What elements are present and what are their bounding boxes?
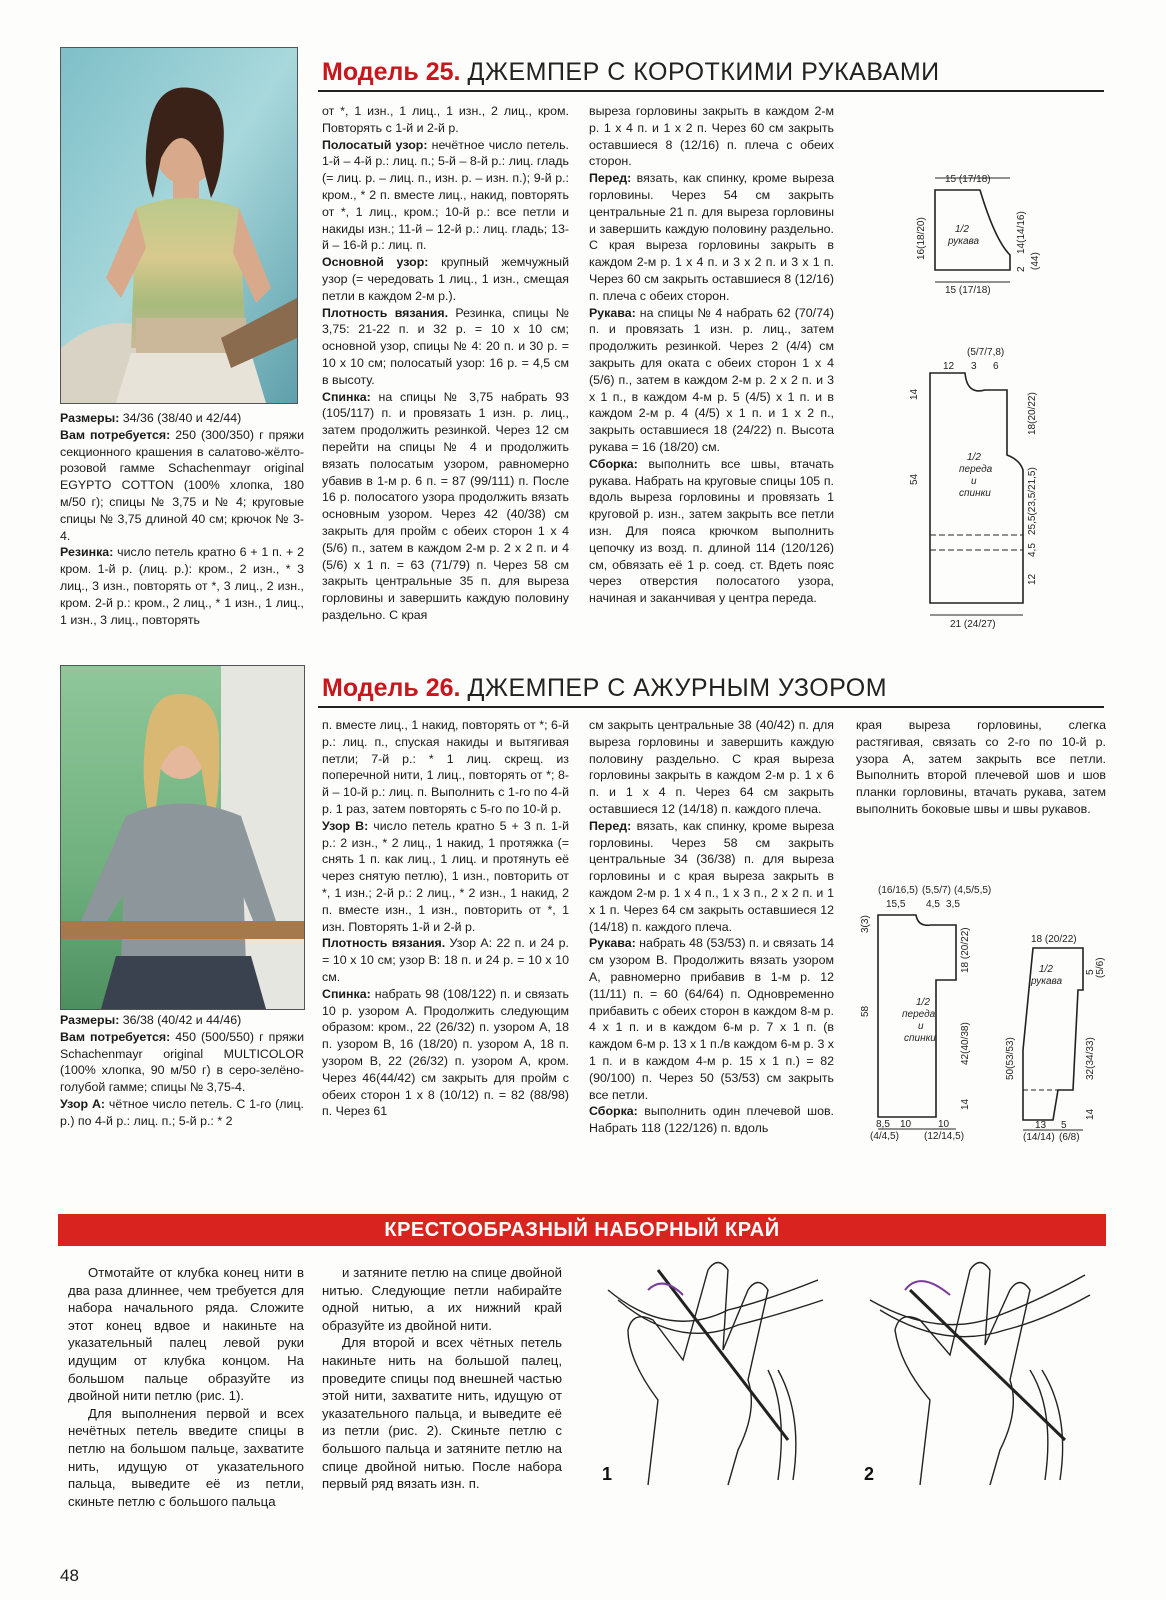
- paragraph: Для второй и всех чётных петель накиньте нить на большой палец, проведите спицы под внешней частью этой нити, захватите нить, идущую от указательного пальца, и выведите её из петли (рис. 2). Скиньте петлю с большого пальца и затяните петлю на спице двойной нитью. После набора первый ряд вязать изн. п.: [322, 1335, 562, 1492]
- model26-right-column: [589, 717, 834, 1137]
- cast-on-col1: [68, 1264, 304, 1510]
- fig1-label: 1: [602, 1464, 613, 1484]
- m26s-b4: (6/8): [1059, 1132, 1080, 1143]
- paragraph: [322, 103, 569, 137]
- m26s-r4: 14: [1085, 1108, 1096, 1120]
- m25b-r1: 18(20/22): [1027, 392, 1038, 435]
- paragraph-heading: Сборка:: [589, 1104, 638, 1119]
- m25b-r3: 4,5: [1027, 543, 1038, 557]
- m26b-r2: 42(40/38): [960, 1022, 971, 1065]
- cast-on-figure-2: [850, 1230, 1100, 1490]
- m26b-t4: 15,5: [886, 899, 906, 910]
- paragraph: [60, 544, 304, 628]
- paragraph: [322, 305, 569, 389]
- paragraph: [322, 389, 569, 624]
- model26-far-column: [856, 717, 1106, 818]
- m26b-l1: 3(3): [860, 915, 871, 933]
- paragraph: [589, 1103, 834, 1137]
- m26s-r1: 5: [1085, 969, 1096, 975]
- paragraph-heading: Плотность вязания.: [322, 305, 449, 320]
- m25b-t4: 6: [993, 361, 999, 372]
- model25-label: Модель 25.: [322, 58, 461, 86]
- model26-label: Модель 26.: [322, 674, 461, 702]
- paragraph-text: 34/36 (38/40 и 42/44): [119, 411, 242, 425]
- page-number: 48: [60, 1566, 79, 1585]
- model26-photo: [60, 665, 305, 1010]
- m25b-r2: 25,5(23,5/21,5): [1027, 467, 1038, 535]
- m25b-lab2: переда: [959, 464, 993, 475]
- m25b-lab1: 1/2: [967, 452, 981, 463]
- m26b-b3: 10: [938, 1119, 950, 1130]
- model26-title: [322, 674, 887, 703]
- model25-photo-image: [61, 48, 297, 403]
- paragraph: [322, 137, 569, 255]
- model25-mid-column: [322, 103, 569, 624]
- paragraph: [589, 456, 834, 607]
- model26-sleeve-diagram: [993, 930, 1108, 1150]
- paragraph-text: от *, 1 изн., 1 лиц., 1 изн., 2 лиц., кром. Повторять с 1-й и 2-й р.: [322, 104, 569, 135]
- m25b-lab3: и: [971, 476, 977, 487]
- m26b-t2: (5,5/7): [922, 885, 951, 896]
- m26b-t6: 3,5: [946, 899, 960, 910]
- paragraph: [589, 935, 834, 1103]
- m25b-t1: (5/7/7,8): [967, 347, 1005, 358]
- m26b-t5: 4,5: [926, 899, 940, 910]
- model25-title-rule: [318, 90, 1104, 92]
- model25-name: ДЖЕМПЕР С КОРОТКИМИ РУКАВАМИ: [467, 58, 940, 86]
- fig2-label: 2: [864, 1464, 875, 1484]
- paragraph: [60, 410, 304, 427]
- model25-body-diagram: [895, 345, 1065, 630]
- paragraph: [589, 818, 834, 936]
- paragraph-text: набрать 48 (53/53) п. и связать 14 см узором В. Продолжить вязать узором А, равномерно прибавив в 1-м р. 12 (11/11) п. = 60 (64/64) п. Одновременно прибавить с обеих сторон в каждом 8-м р. 4 х 1 п. и в каждом 6-м р. 7 х 1 п. (в каждом 6-м р. 13 х 1 п./в каждом 6-м р. 3 х 1 п. и в каждом 4-м р. 15 х 1 п.) = 82 (90/100) п. Через 50 (53/53) см закрыть все петли.: [589, 936, 834, 1102]
- paragraph: [856, 717, 1106, 818]
- paragraph-heading: Спинка:: [322, 389, 371, 404]
- paragraph-heading: Сборка:: [589, 456, 638, 471]
- m26s-lab2: рукава: [1031, 976, 1063, 987]
- m26b-r3: 14: [960, 1098, 971, 1110]
- m26b-lab3: и: [918, 1021, 924, 1032]
- m26b-r1: 18 (20/22): [960, 927, 971, 973]
- paragraph-heading: Резинка:: [60, 545, 114, 560]
- paragraph-heading: Узор А:: [60, 1096, 106, 1111]
- paragraph-text: 250 (300/350) г пряжи секционного крашения в салатово-жёлто-розовой гамме Schachenmayr original EGYPTO COTTON (100% хлопка, 180 м/50 г); спицы № 3,75 и № 4; круговые спицы № 3,75 длиной 40 см; крючок № 3-4.: [60, 427, 304, 543]
- paragraph: [60, 1012, 304, 1029]
- cast-on-figure-1: [588, 1250, 838, 1490]
- m25b-l1: 14: [909, 388, 920, 400]
- paragraph-text: вязать, как спинку, кроме выреза горловины. Через 54 см закрыть центральные 21 п. для выреза горловины и завершить каждую половину раздельно. С края выреза горловины закрыть в каждом 2-м р. 1 х 4 п. и 3 х 2 п. и 3 х 1 п. Через 60 см закрыть оставшиеся 8 (12/16) п. плеча с обеих сторон.: [589, 171, 834, 303]
- paragraph-text: на спицы № 3,75 набрать 93 (105/117) п. и провязать 1 изн. р. лиц., затем продолжить резинкой. Через 12 см перейти на спицы № 4 и продолжить вязать полосатым узором, равномерно убавив в 1-м р. 6 п. = 87 (99/111) п. После 16 р. полосатого узора продолжить вязать основным узором. Через 42 (40/38) см закрыть для пройм с обеих сторон 1 х 4 (5/6) п., затем в каждом 2-м р. 2 х 2 п. и 4 (5/6) х 1 п. = 63 (71/79) п. Через 58 см закрыть центральные 35 п. для выреза горловины и завершить каждую половину раздельно. С края: [322, 389, 569, 622]
- m25s-l2: рукава: [948, 236, 980, 247]
- paragraph: [589, 717, 834, 818]
- paragraph: [322, 717, 569, 818]
- m25s-r3: (44): [1030, 252, 1041, 270]
- cast-on-title: КРЕСТООБРАЗНЫЙ НАБОРНЫЙ КРАЙ: [384, 1219, 780, 1241]
- paragraph-heading: Перед:: [589, 171, 632, 186]
- paragraph: [322, 935, 569, 985]
- m26b-lab4: спинки: [904, 1033, 936, 1044]
- paragraph-text: см закрыть центральные 38 (40/42) п. для выреза горловины и завершить каждую половину раздельно. С края выреза горловины закрыть в каждом 2-м р. 1 х 6 п. и 1 х 4 п. Через 64 см закрыть оставшиеся 12 (14/18) п. каждого плеча.: [589, 718, 834, 816]
- m26s-b3: (14/14): [1023, 1132, 1055, 1143]
- paragraph-text: выполнить один плечевой шов. Набрать 118 (122/126) п. вдоль: [589, 1104, 834, 1136]
- paragraph-heading: Перед:: [589, 818, 632, 833]
- m25s-bottom: 15 (17/18): [945, 285, 991, 296]
- paragraph: [322, 986, 569, 1120]
- paragraph-text: Узор А: 22 п. и 24 р. = 10 х 10 см; узор В: 18 п. и 24 р. = 10 х 10 см.: [322, 936, 569, 984]
- paragraph-heading: Рукава:: [589, 936, 636, 951]
- m25b-t3: 3: [971, 361, 977, 372]
- paragraph-text: набрать 98 (108/122) п. и связать 10 р. узором А. Продолжить следующим образом: кром., 22 (26/32) п. узором А, 18 п. узором В, 16 (18/20) п. узором А, 18 п. узором В, 22 (26/32) п. узором А, кром. Через 46(44/42) см закрыть для пройм с обеих сторон 1 х 8 (10/12) п. = 82 (88/98) п. Через 61: [322, 986, 569, 1119]
- paragraph-heading: Полосатый узор:: [322, 137, 428, 152]
- m26s-b1: 13: [1035, 1120, 1047, 1131]
- m25b-l2: 54: [909, 473, 920, 485]
- paragraph: [322, 254, 569, 304]
- model25-title: [322, 58, 940, 87]
- m25b-t2: 12: [943, 361, 955, 372]
- paragraph-text: нечётное число петель. 1-й – 4-й р.: лиц. п.; 5-й – 8-й р.: лиц. гладь (= лиц. р. – лиц. п., изн. р. – изн. п.); 9-й р.: кром., * 2 п. вместе лиц., накид, повторять от *, 1 лиц., кром.; 10-й р.: все петли и накиды изн.; 11-й – 12-й р.: лиц. гладь; 13-й – 16-й р.: лиц. п.: [322, 137, 570, 253]
- m25s-l1: 1/2: [955, 224, 969, 235]
- m26s-top: 18 (20/22): [1031, 934, 1077, 945]
- m26b-lab1: 1/2: [916, 997, 930, 1008]
- paragraph-heading: Спинка:: [322, 986, 371, 1001]
- m26b-b4: (4/4,5): [870, 1131, 899, 1142]
- paragraph: [589, 170, 834, 304]
- paragraph-heading: Размеры:: [60, 411, 120, 425]
- model25-photo: [60, 47, 298, 404]
- model26-body-diagram: [856, 885, 991, 1150]
- paragraph-heading: Основной узор:: [322, 255, 429, 270]
- paragraph-text: Резинка, спицы № 3,75: 21-22 п. и 32 р. = 10 х 10 см; основной узор, спицы № 4: 20 п. и 30 р. = 10 х 10 см; полосатый узор: 16 р. = 4,5 см в высоту.: [322, 305, 569, 387]
- m26b-b1: 8,5: [876, 1119, 890, 1130]
- model26-mid-column: [322, 717, 569, 1120]
- paragraph-heading: Плотность вязания.: [322, 936, 446, 951]
- paragraph: [60, 1029, 304, 1096]
- cast-on-col2: [322, 1264, 562, 1493]
- paragraph-heading: Размеры:: [60, 1013, 120, 1027]
- paragraph-text: вязать, как спинку, кроме выреза горловины. Через 58 см закрыть центральные 34 (36/38) п. для выреза горловины и с края выреза закрыть в каждом 2-м р. 1 х 4 п., 1 х 3 п., 2 х 2 п. и 1 х 1 п. Через 64 см закрыть оставшиеся 12 (14/18) п. каждого плеча.: [589, 818, 834, 934]
- model25-left-column: [60, 410, 304, 628]
- model25-sleeve-diagram: [900, 160, 1060, 310]
- m26b-b5: (12/14,5): [924, 1131, 965, 1142]
- m25s-r2: 14(14/16): [1016, 211, 1027, 254]
- paragraph: и затяните петлю на спице двойной нитью. Следующие петли набирайте одной нитью, а их нижний край образуйте из двойной нити.: [322, 1265, 562, 1333]
- m26s-r3: 32(34/33): [1085, 1037, 1096, 1080]
- m26b-b2: 10: [900, 1119, 912, 1130]
- m26s-lab1: 1/2: [1039, 964, 1053, 975]
- model26-photo-image: [61, 666, 304, 1009]
- model25-right-column: [589, 103, 834, 607]
- paragraph-text: выреза горловины закрыть в каждом 2-м р. 1 х 4 п. и 1 х 2 п. Через 60 см закрыть оставшиеся 8 (12/16) п. плеча с обеих сторон.: [589, 104, 834, 169]
- m26s-b2: 5: [1061, 1120, 1067, 1131]
- paragraph-text: на спицы № 4 набрать 62 (70/74) п. и провязать 1 изн. р. лиц., затем продолжить резинкой. Через 2 (4/4) см закрыть для оката с обеих сторон 1 х 4 (5/6) п., затем в каждом 2-м р. 2 х 2 п. и 3 х 1 п., в каждом 4-м р. 5 (4/5) х 1 п. и в каждом 2-м р. 4 (4/5) х 1 п. и 1 х 2 п., закрыть оставшиеся 18 (24/22) п. Высота рукава = 16 (18/20) см.: [589, 305, 834, 454]
- paragraph-text: число петель кратно 5 + 3 п. 1-й р.: 2 изн., * 2 лиц., 1 накид, 1 протяжка (= снять 1 п. как лиц., 1 лиц. и протянуть её через снятую петлю), 1 изн., повторить от *, 1 изн.; 2-й р.: 2 лиц., * 2 изн., 1 накид, 2 п. вместе изн., 1 изн., повторить от *, 1 изн. Повторять 1-й и 2-й р.: [322, 818, 569, 934]
- paragraph: Отмотайте от клубка конец нити в два раза длиннее, чем требуется для набора начального ряда. Сложите этот конец вдвое и накиньте на указательный палец левой руки идущим от клубка концом. На большом пальце образуйте из двойной нити петлю (рис. 1).: [68, 1265, 304, 1404]
- m26b-lab2: переда: [902, 1009, 936, 1020]
- model26-left-column: [60, 1012, 304, 1130]
- paragraph-text: выполнить все швы, втачать рукава. Набрать на круговые спицы 105 п. вдоль выреза горловины и провязать 1 круговой р. изн., затем закрыть все петли изн. Для пояса крючком выполнить цепочку из возд. п. длиной 114 (120/126) см, обвязать её 1 р. соед. ст. Вдеть пояс через отверстия полосатого узора, начиная и заканчивая у центра переда.: [589, 456, 834, 606]
- m25s-left: 16(18/20): [916, 217, 927, 260]
- paragraph: [60, 427, 304, 545]
- paragraph-text: 36/38 (40/42 и 44/46): [119, 1013, 242, 1027]
- m26b-l2: 58: [860, 1005, 871, 1017]
- m25s-top: 15 (17/18): [945, 174, 991, 185]
- m25b-lab4: спинки: [959, 488, 991, 499]
- paragraph-text: чётное число петель. С 1-го (лиц. р.) по 4-й р.: лиц. п.; 5-й р.: * 2: [60, 1096, 304, 1128]
- paragraph-heading: Рукава:: [589, 305, 636, 320]
- paragraph-text: число петель кратно 6 + 1 п. + 2 кром. 1-й р. (лиц. р.): кром., 2 изн., * 3 лиц., 3 изн., повторять от *, 3 лиц., 2 изн., кром. 2-й р.: кром., 2 лиц., * 1 изн., 1 лиц., 1 изн., 3 лиц., повторять: [60, 545, 304, 627]
- paragraph: [589, 103, 834, 170]
- m26s-r2: (5/6): [1095, 957, 1106, 978]
- m25s-r1: 2: [1016, 266, 1027, 272]
- paragraph-text: края выреза горловины, слегка растягивая, связать со 2-го по 10-й р. узора А, затем закрыть все петли. Выполнить второй плечевой шов и шов планки горловины, втачать рукава, затем выполнить боковые швы и швы рукавов.: [856, 718, 1106, 816]
- model26-title-rule: [318, 706, 1104, 708]
- m25b-r4: 12: [1027, 573, 1038, 585]
- paragraph: [60, 1096, 304, 1130]
- paragraph-heading: Вам потребуется:: [60, 1029, 171, 1044]
- paragraph-text: 450 (500/550) г пряжи Schachenmayr original MULTICOLOR (100% хлопка, 90 м/50 г) в серо-зелёно-голубой гамме; спицы № 3,75-4.: [60, 1029, 304, 1095]
- model26-name: ДЖЕМПЕР С АЖУРНЫМ УЗОРОМ: [467, 674, 888, 702]
- m25b-bottom: 21 (24/27): [950, 619, 996, 630]
- paragraph-heading: Вам потребуется:: [60, 427, 171, 442]
- m26b-t1: (16/16,5): [878, 885, 919, 896]
- paragraph: [589, 305, 834, 456]
- m26s-l1: 50(53/53): [1005, 1037, 1016, 1080]
- paragraph: Для выполнения первой и всех нечётных петель введите спицы в петлю на большом пальце, захватите нить, идущую от указательного пальца, выведите её из петли, скиньте петлю с большого пальца: [68, 1405, 304, 1509]
- paragraph-text: п. вместе лиц., 1 накид, повторять от *; 6-й р.: лиц. п., спуская накиды и вытягивая петли; 7-й р.: * 1 лиц. скрещ. из поперечной нити, 1 лиц., повторять от *; 8-й – 10-й р.: лиц. п. Выполнить с 1-го по 4-й р. 1 раз, затем повторять с 5-го по 10-й р.: [322, 718, 569, 816]
- paragraph: [322, 818, 569, 936]
- paragraph-heading: Узор В:: [322, 818, 369, 833]
- paragraph-text: крупный жемчужный узор (= чередовать 1 лиц., 1 изн., смещая петли в каждом 2-м р.).: [322, 255, 569, 303]
- m26b-t3: (4,5/5,5): [954, 885, 991, 896]
